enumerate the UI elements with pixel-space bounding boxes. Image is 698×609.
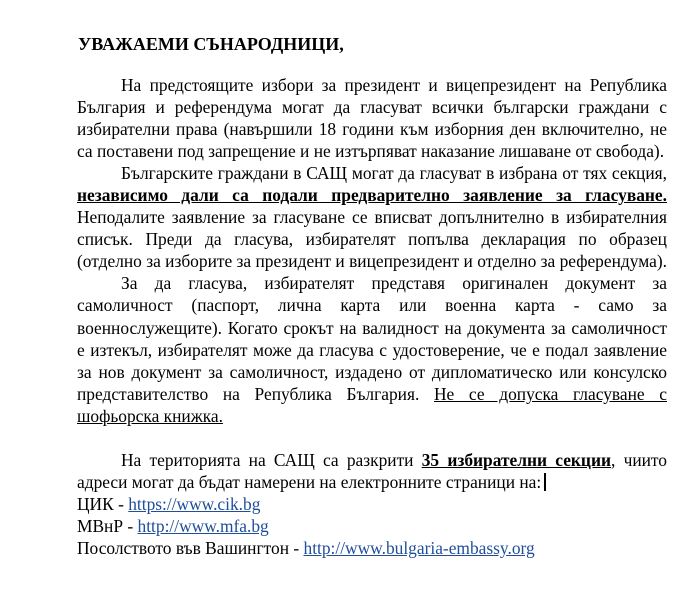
paragraph-text: , чиито адреси могат да бъдат намерени на електронните страници на: (77, 449, 668, 492)
document-heading: УВАЖАЕМИ СЪНАРОДНИЦИ, (78, 34, 344, 54)
paragraph-text: Българските граждани в САЩ могат да гласуват в избрана от тях секция, (121, 163, 667, 184)
document-body (77, 74, 667, 559)
paragraph-voting-rights: На предстоящите избори за президент и вицепрезидент на Република България и референдума могат да гласуват всички български граждани с избирателни права (навършили 18 години към изборния ден включително, не са поставени под запрещение и не изтърпяват наказание лишаване от свобода). (77, 75, 667, 162)
link-label: ЦИК - (77, 493, 129, 514)
emphasized-text: 35 избирателни секции (421, 449, 611, 470)
paragraph-voting-sections (77, 162, 667, 272)
link-line-cik (77, 493, 667, 515)
text-cursor (544, 473, 546, 491)
link-line-embassy (77, 537, 667, 559)
link-line-mfa (77, 515, 667, 537)
cik-link[interactable]: https://www.cik.bg (128, 493, 261, 514)
link-label: Посолството във Вашингтон - (77, 537, 304, 558)
link-label: МВнР - (77, 515, 138, 536)
paragraph-text: За да гласува, избирателят представя оригинален документ за самоличност (паспорт, лична карта или военна карта - само за военнослужещите). Когато срокът на валидност на документа за самоличност е изтекъл, избирателят може да гласува с удостоверение, че е подал заявление за нов документ за самоличност, издадено от дипломатическо или консулско представителство на Република България. (77, 273, 667, 404)
paragraph-identity-documents (77, 272, 667, 426)
paragraph-gap (77, 427, 667, 449)
embassy-link[interactable]: http://www.bulgaria-embassy.org (303, 537, 535, 558)
mfa-link[interactable]: http://www.mfa.bg (137, 515, 269, 536)
underlined-text: Не се допуска гласуване с шофьорска книжка. (77, 383, 667, 426)
paragraph-text: На територията на САЩ са разкрити (121, 449, 422, 470)
emphasized-text: независимо дали са подали предварително заявление за гласуване. (77, 185, 667, 206)
paragraph-sections-count (77, 449, 667, 493)
paragraph-text: Неподалите заявление за гласуване се вписват допълнително в избирателния списък. Преди да гласува, избирателят попълва декларация по образец (отделно за изборите за президент и вицепрезидент и отделно за референдума). (77, 207, 667, 272)
